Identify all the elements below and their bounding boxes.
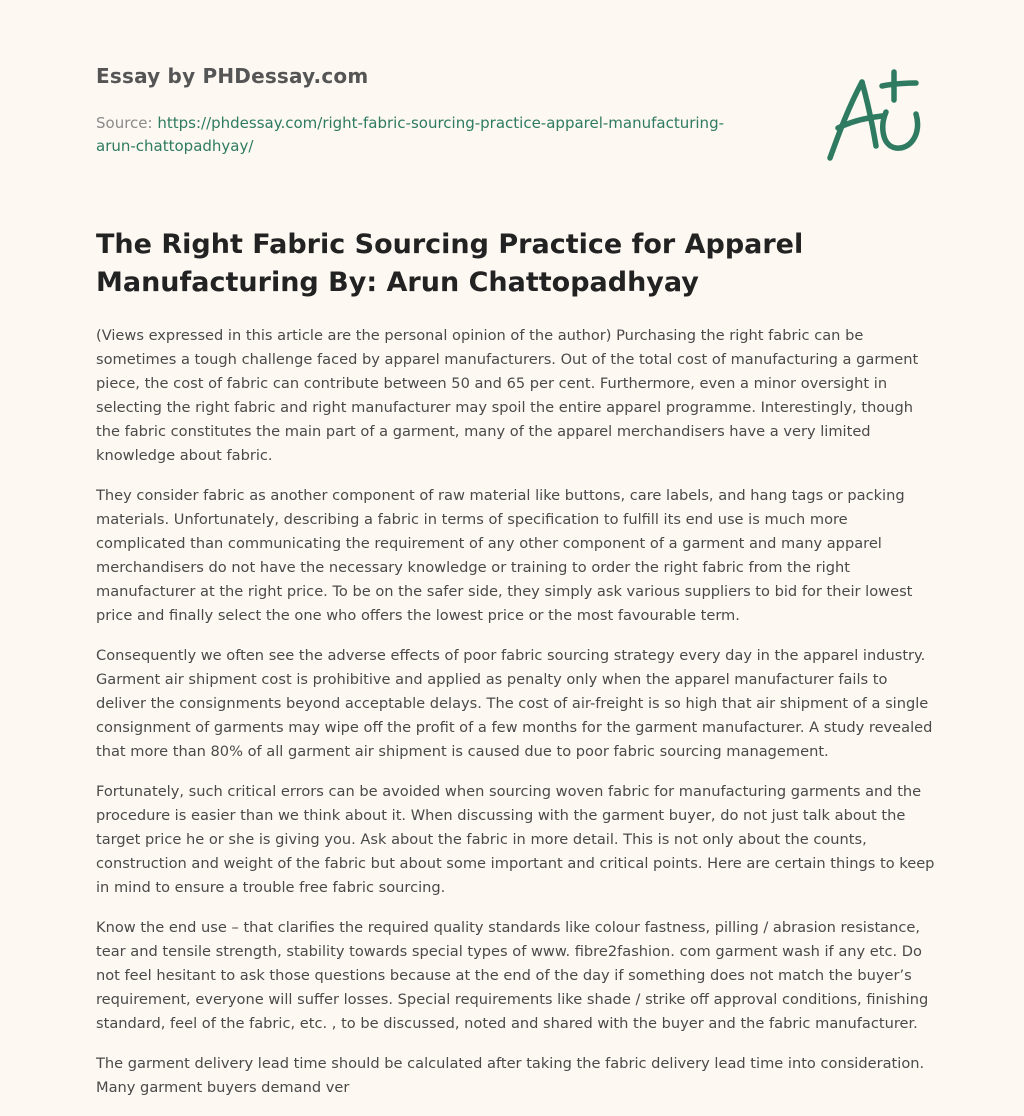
article-paragraph: Know the end use – that clarifies the required quality standards like colour fastness, pilling / abrasion resistance, tear and tensile strength, stability towards special types of www. fibre2fashion. com garment wash if any etc. Do not feel hesitant to ask those questions because at the end of the day if something does not match the buyer’s requirement, everyone will suffer losses. Special requirements like shade / strike off approval conditions, finishing standard, feel of the fabric, etc. , to be discussed, noted and shared with the buyer and the fabric manufacturer. (96, 919, 929, 1032)
article-title: The Right Fabric Sourcing Practice for Apparel Manufacturing By: Arun Chattopadhyay (96, 229, 804, 298)
article-paragraph: Fortunately, such critical errors can be avoided when sourcing woven fabric for manufacturing garments and the procedure is easier than we think about it. When discussing with the garment buyer, do not just talk about the target price he or she is giving you. Ask about the fabric in more detail. This is not only about the counts, construction and weight of the fabric but about some important and critical points. Here are certain things to keep in mind to ensure a trouble free fabric sourcing. (96, 783, 935, 896)
site-title: Essay by PHDessay.com (96, 64, 369, 88)
article-paragraph: They consider fabric as another component of raw material like buttons, care labels, and hang tags or packing materials. Unfortunately, describing a fabric in terms of specification to fulfill its end use is much more complicated than communicating the requirement of any other component of a garment and many apparel merchandisers do not have the necessary knowledge or training to order the right fabric from the right manufacturer at the right price. To be on the safer side, they simply ask various suppliers to bid for their lowest price and finally select the one who offers the lowest price or the most favourable term. (96, 487, 913, 624)
a-plus-logo-icon (820, 66, 932, 166)
article-paragraph: (Views expressed in this article are the personal opinion of the author) Purchasing the right fabric can be sometimes a tough challenge faced by apparel manufacturers. Out of the total cost of manufacturing a garment piece, the cost of fabric can contribute between 50 and 65 per cent. Furthermore, even a minor oversight in selecting the right fabric and right manufacturer may spoil the entire apparel programme. Interestingly, though the fabric constitutes the main part of a garment, many of the apparel merchandisers have a very limited knowledge about fabric. (96, 327, 919, 464)
source-label: Source: (96, 114, 153, 132)
article-body (96, 324, 936, 1100)
article-paragraph: Consequently we often see the adverse effects of poor fabric sourcing strategy every day in the apparel industry. Garment air shipment cost is prohibitive and applied as penalty only when the apparel manufacturer fails to deliver the consignments beyond acceptable delays. The cost of air-freight is so high that air shipment of a single consignment of garments may wipe off the profit of a few months for the garment manufacturer. A study revealed that more than 80% of all garment air shipment is caused due to poor fabric sourcing management. (96, 647, 933, 760)
article-paragraph: The garment delivery lead time should be calculated after taking the fabric delivery lead time into consideration. Many garment buyers demand ver (96, 1055, 925, 1096)
source-line (96, 112, 736, 158)
source-link[interactable]: https://phdessay.com/right-fabric-sourcing-practice-apparel-manufacturing-arun-chattopadhyay/ (96, 114, 724, 155)
